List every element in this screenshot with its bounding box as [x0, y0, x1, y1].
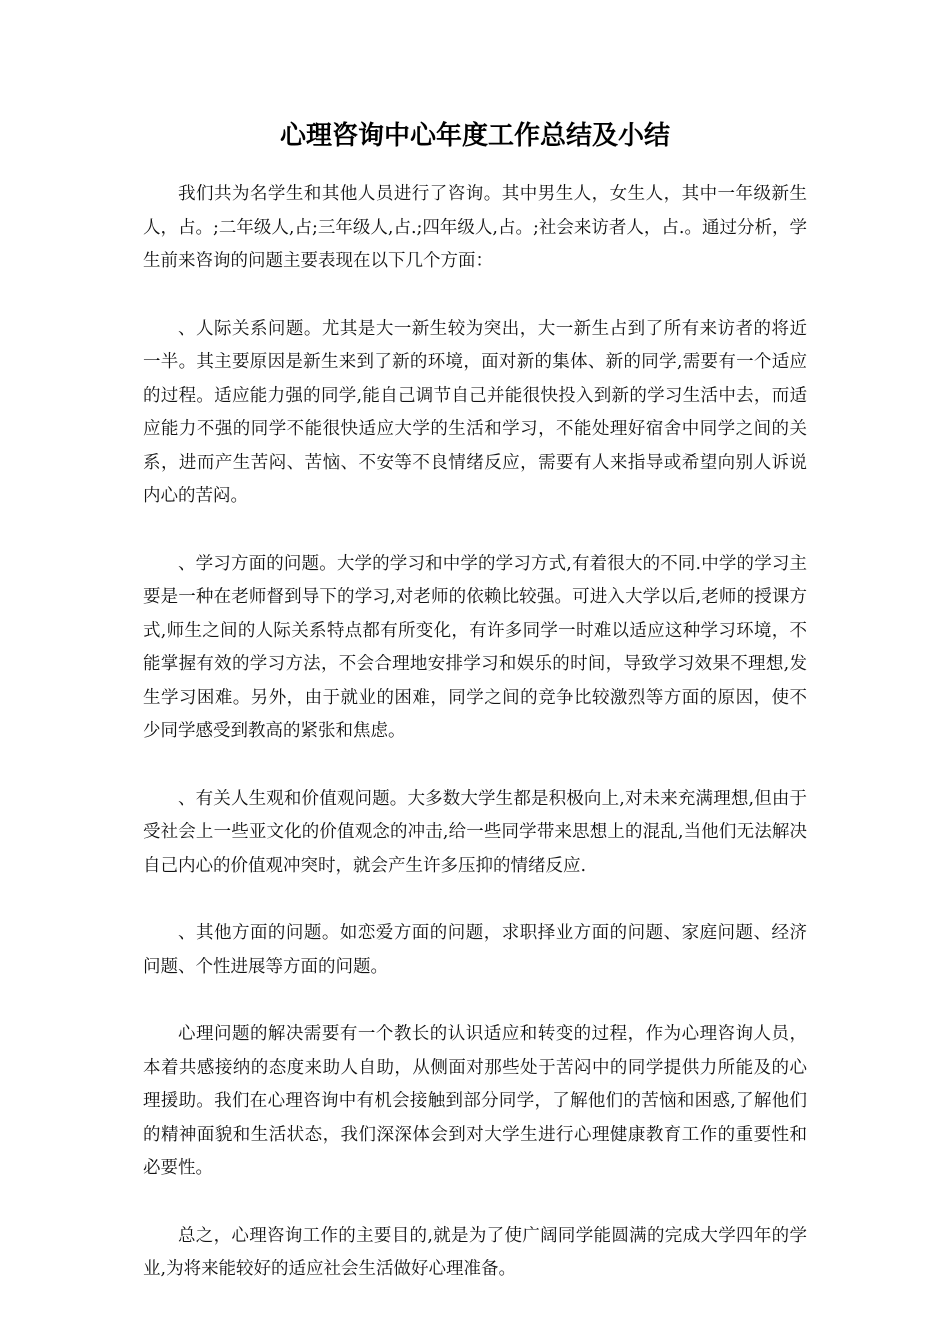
paragraph-study: 、学习方面的问题。大学的学习和中学的学习方式,有着很大的不同.中学的学习主要是一种在老师督到导下的学习,对老师的依赖比较强。可进入大学以后,老师的授课方式,师生之间的人际关系特点都有所变化，有许多同学一时难以适应这种学习环境，不能掌握有效的学习方法，不会合理地安排学习和娱乐的时间，导致学习效果不理想,发生学习困难。另外，由于就业的困难，同学之间的竞争比较激烈等方面的原因，使不少同学感受到教高的紧张和焦虑。	[143, 553, 807, 741]
document-body	[143, 178, 807, 1321]
paragraph-conclusion: 总之，心理咨询工作的主要目的,就是为了使广阔同学能圆满的完成大学四年的学业,为将来能较好的适应社会生活做好心理准备。	[143, 1225, 807, 1279]
paragraph-other-issues: 、其他方面的问题。如恋爱方面的问题，求职择业方面的问题、家庭问题、经济问题、个性进展等方面的问题。	[143, 923, 807, 977]
paragraph-interpersonal: 、人际关系问题。尤其是大一新生较为突出，大一新生占到了所有来访者的将近一半。其主要原因是新生来到了新的环境，面对新的集体、新的同学,需要有一个适应的过程。适应能力强的同学,能自己调节自己并能很快投入到新的学习生活中去，而适应能力不强的同学不能很快适应大学的生活和学习，不能处理好宿舍中同学之间的关系，进而产生苦闷、苦恼、不安等不良情绪反应，需要有人来指导或希望向别人诉说内心的苦闷。	[143, 318, 807, 506]
document-title: 心理咨询中心年度工作总结及小结	[279, 121, 670, 151]
paragraph-solution: 心理问题的解决需要有一个教长的认识适应和转变的过程，作为心理咨询人员，本着共感接纳的态度来助人自助，从侧面对那些处于苦闷中的同学提供力所能及的心理援助。我们在心理咨询中有机会接触到部分同学，了解他们的苦恼和困惑,了解他们的精神面貌和生活状态，我们深深体会到对大学生进行心理健康教育工作的重要性和必要性。	[143, 1024, 807, 1178]
paragraph-intro: 我们共为名学生和其他人员进行了咨询。其中男生人，女生人，其中一年级新生人，占。;二年级人,占;三年级人,占.;四年级人,占。;社会来访者人，占.。通过分析，学生前来咨询的问题主要表现在以下几个方面：	[143, 184, 807, 271]
paragraph-values: 、有关人生观和价值观问题。大多数大学生都是积极向上,对未来充满理想,但由于受社会上一些亚文化的价值观念的冲击,给一些同学带来思想上的混乱,当他们无法解决自己内心的价值观冲突时，就会产生许多压抑的情绪反应.	[143, 788, 807, 876]
